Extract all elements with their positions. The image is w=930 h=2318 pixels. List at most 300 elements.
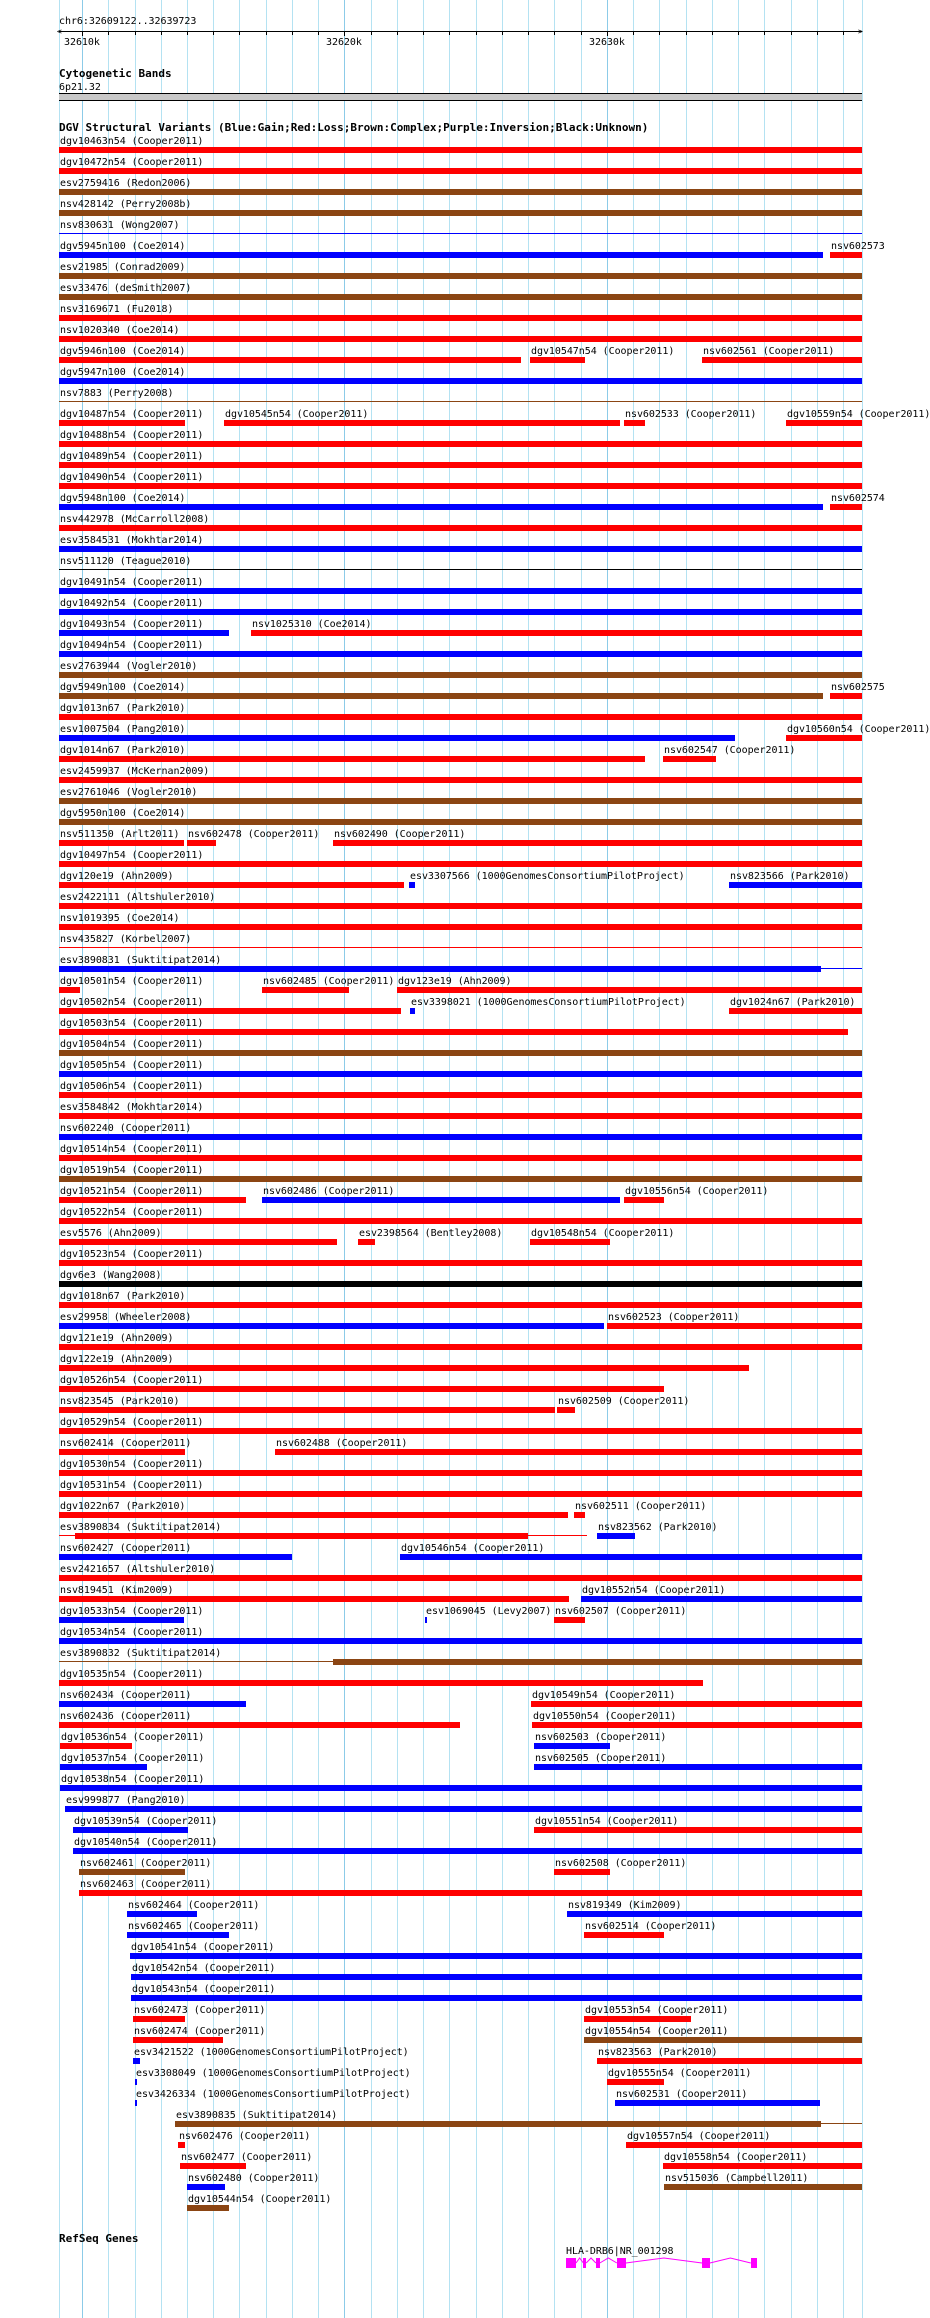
cytoband-track-title: Cytogenetic Bands [59,67,172,80]
variant-label: nsv602476 (Cooper2011) [179,2131,311,2142]
variant-feature[interactable] [729,1008,862,1014]
variant-label: dgv10504n54 (Cooper2011) [60,1039,204,1050]
variant-feature[interactable] [59,1155,862,1161]
variant-feature[interactable] [333,1659,862,1665]
intron [586,2258,596,2263]
ruler-tick [135,31,136,35]
variant-label: dgv10503n54 (Cooper2011) [60,1018,204,1029]
variant-feature[interactable] [59,630,229,636]
variant-feature[interactable] [131,1974,862,1980]
variant-feature[interactable] [59,1008,401,1014]
variant-label: dgv10534n54 (Cooper2011) [60,1627,204,1638]
variant-label: nsv602503 (Cooper2011) [535,1732,667,1743]
variant-label: esv3890835 (Suktitipat2014) [176,2110,338,2121]
variant-label: dgv10502n54 (Cooper2011) [60,997,204,1008]
variant-label: nsv602561 (Cooper2011) [703,346,835,357]
variant-feature[interactable] [59,882,404,888]
variant-feature[interactable] [79,1890,862,1896]
variant-label: esv2422111 (Altshuler2010) [60,892,216,903]
variant-feature[interactable] [224,420,620,426]
variant-feature[interactable] [127,1911,197,1917]
variant-feature[interactable] [59,210,862,216]
variant-label: dgv10497n54 (Cooper2011) [60,850,204,861]
variant-feature[interactable] [59,840,184,846]
variant-feature[interactable] [397,987,862,993]
variant-feature[interactable] [133,2058,140,2064]
variant-label: nsv602474 (Cooper2011) [134,2026,266,2037]
variant-feature[interactable] [59,1239,337,1245]
exon[interactable] [617,2258,626,2268]
variant-feature[interactable] [531,1701,862,1707]
variant-feature[interactable] [574,1512,585,1518]
variant-label: dgv10494n54 (Cooper2011) [60,640,204,651]
variant-feature[interactable] [60,1743,132,1749]
variant-label: dgv10540n54 (Cooper2011) [74,1837,218,1848]
variant-feature[interactable] [425,1617,427,1623]
variant-feature[interactable] [59,273,862,279]
variant-label: esv3426334 (1000GenomesConsortiumPilotProject) [136,2089,411,2100]
variant-feature[interactable] [554,1869,610,1875]
ruler-tick [554,31,555,35]
variant-label: dgv5947n100 (Coe2014) [60,367,186,378]
cytoband-6p21-32[interactable] [59,93,862,101]
variant-label: dgv121e19 (Ahn2009) [60,1333,174,1344]
variant-label: dgv10556n54 (Cooper2011) [625,1186,769,1197]
variant-label: dgv10493n54 (Cooper2011) [60,619,204,630]
variant-label: dgv10539n54 (Cooper2011) [74,1816,218,1827]
variant-feature[interactable] [530,1239,610,1245]
variant-label: dgv1018n67 (Park2010) [60,1291,186,1302]
variant-feature[interactable] [59,651,862,657]
variant-label: dgv122e19 (Ahn2009) [60,1354,174,1365]
intron [626,2258,702,2263]
variant-feature[interactable] [187,840,216,846]
scroll-right-arrow-icon[interactable]: > [858,27,863,36]
variant-feature[interactable] [59,1092,862,1098]
variant-feature[interactable] [663,2163,862,2169]
variant-label: dgv5949n100 (Coe2014) [60,682,186,693]
exon[interactable] [583,2258,586,2268]
variant-feature[interactable] [59,903,862,909]
variant-feature[interactable] [702,357,862,363]
variant-feature[interactable] [59,588,862,594]
variant-feature[interactable] [59,1554,292,1560]
variant-feature[interactable] [59,1176,862,1182]
variant-label: dgv10514n54 (Cooper2011) [60,1144,204,1155]
variant-feature[interactable] [59,1302,862,1308]
variant-feature[interactable] [59,1491,862,1497]
refseq-track-title: RefSeq Genes [59,2232,139,2245]
ruler-tick-label: 32630k [589,37,625,48]
variant-feature[interactable] [534,1827,862,1833]
variant-feature[interactable] [60,1785,862,1791]
variant-label: dgv10548n54 (Cooper2011) [531,1228,675,1239]
variant-label: nsv602427 (Cooper2011) [60,1543,192,1554]
variant-label: esv5576 (Ahn2009) [60,1228,162,1239]
variant-feature[interactable] [729,882,862,888]
variant-feature[interactable] [59,1617,184,1623]
ruler-tick [659,31,660,35]
variant-label: nsv602505 (Cooper2011) [535,1753,667,1764]
variant-feature[interactable] [554,1617,585,1623]
variant-label: nsv602514 (Cooper2011) [585,1921,717,1932]
variant-feature[interactable] [130,1953,862,1959]
variant-feature[interactable] [59,1680,703,1686]
variant-feature[interactable] [59,336,862,342]
variant-feature[interactable] [59,1323,604,1329]
variant-feature[interactable] [59,819,862,825]
variant-label: dgv10557n54 (Cooper2011) [627,2131,771,2142]
variant-label: dgv10552n54 (Cooper2011) [582,1585,726,1596]
variant-label: nsv602508 (Cooper2011) [555,1858,687,1869]
variant-label: nsv602507 (Cooper2011) [555,1606,687,1617]
variant-feature[interactable] [75,1533,528,1539]
variant-feature[interactable] [59,1386,664,1392]
variant-feature[interactable] [59,735,735,741]
ruler-tick [423,31,424,35]
variant-label: nsv823562 (Park2010) [598,1522,718,1533]
variant-feature[interactable] [830,504,862,510]
variant-feature[interactable] [409,882,415,888]
variant-feature[interactable] [59,1722,460,1728]
variant-label: dgv1013n67 (Park2010) [60,703,186,714]
variant-label: dgv10491n54 (Cooper2011) [60,577,204,588]
variant-feature[interactable] [59,462,862,468]
variant-feature[interactable] [59,777,862,783]
variant-label: dgv10523n54 (Cooper2011) [60,1249,204,1260]
variant-feature[interactable] [59,1638,862,1644]
intron [710,2258,751,2263]
variant-label: nsv602477 (Cooper2011) [181,2152,313,2163]
variant-label: nsv602485 (Cooper2011) [263,976,395,987]
variant-feature[interactable] [59,1218,862,1224]
variant-label: nsv819451 (Kim2009) [60,1585,174,1596]
variant-label: dgv10546n54 (Cooper2011) [401,1543,545,1554]
variant-label: dgv5945n100 (Coe2014) [60,241,186,252]
variant-feature[interactable] [830,693,862,699]
variant-feature[interactable] [59,609,862,615]
variant-label: nsv602490 (Cooper2011) [334,829,466,840]
variant-label: esv3307566 (1000GenomesConsortiumPilotProject) [410,871,685,882]
ruler-tick [476,31,477,35]
ruler-tick [738,31,739,35]
variant-label: dgv10543n54 (Cooper2011) [132,1984,276,1995]
variant-label: dgv5950n100 (Coe2014) [60,808,186,819]
variant-label: esv3398021 (1000GenomesConsortiumPilotProject) [411,997,686,1008]
variant-feature[interactable] [59,252,823,258]
variant-label: dgv10558n54 (Cooper2011) [664,2152,808,2163]
variant-label: dgv10505n54 (Cooper2011) [60,1060,204,1071]
variant-label: esv2459937 (McKernan2009) [60,766,210,777]
variant-feature[interactable] [178,2142,185,2148]
variant-label: esv3890831 (Suktitipat2014) [60,955,222,966]
ruler-tick [633,31,634,35]
variant-feature[interactable] [59,1512,568,1518]
variant-label: dgv120e19 (Ahn2009) [60,871,174,882]
variant-label: nsv428142 (Perry2008b) [60,199,192,210]
ruler-tick [817,31,818,35]
variant-feature[interactable] [333,840,862,846]
variant-label: dgv10541n54 (Cooper2011) [131,1942,275,1953]
variant-label: dgv10554n54 (Cooper2011) [585,2026,729,2037]
variant-feature[interactable] [135,2100,137,2106]
variant-label: esv3890832 (Suktitipat2014) [60,1648,222,1659]
variant-label: dgv10530n54 (Cooper2011) [60,1459,204,1470]
variant-feature[interactable] [597,1533,635,1539]
variant-label: dgv10490n54 (Cooper2011) [60,472,204,483]
variant-label: dgv6e3 (Wang2008) [60,1270,162,1281]
variant-feature[interactable] [584,2016,691,2022]
variant-feature[interactable] [180,2163,246,2169]
variant-feature[interactable] [59,924,862,930]
ruler-tick [502,31,503,35]
variant-label: esv3421522 (1000GenomesConsortiumPilotProject) [134,2047,409,2058]
ruler-tick [607,31,608,36]
variant-feature[interactable] [59,1365,749,1371]
variant-label: dgv10487n54 (Cooper2011) [60,409,204,420]
variant-feature[interactable] [584,2037,862,2043]
variant-feature[interactable] [557,1407,575,1413]
variant-feature[interactable] [135,2079,137,2085]
variant-feature[interactable] [400,1554,862,1560]
variant-label: dgv10538n54 (Cooper2011) [61,1774,205,1785]
variant-feature[interactable] [59,483,862,489]
variant-feature[interactable] [59,1449,185,1455]
variant-label: dgv10555n54 (Cooper2011) [608,2068,752,2079]
variant-label: nsv823563 (Park2010) [598,2047,718,2058]
variant-label: dgv1022n67 (Park2010) [60,1501,186,1512]
variant-feature[interactable] [607,1323,862,1329]
variant-feature[interactable] [251,630,862,636]
variant-feature[interactable] [127,1932,229,1938]
variant-feature[interactable] [59,714,862,720]
variant-label: nsv602574 [831,493,885,504]
variant-label: nsv602509 (Cooper2011) [558,1396,690,1407]
variant-label: dgv10488n54 (Cooper2011) [60,430,204,441]
ruler-tick [187,31,188,35]
variant-label: nsv435827 (Korbel2007) [60,934,192,945]
variant-label: esv33476 (deSmith2007) [60,283,192,294]
variant-label: nsv602480 (Cooper2011) [188,2173,320,2184]
variant-label: dgv10559n54 (Cooper2011) [787,409,930,420]
variant-feature[interactable] [59,525,862,531]
variant-label: esv3890834 (Suktitipat2014) [60,1522,222,1533]
variant-label: nsv602523 (Cooper2011) [608,1312,740,1323]
variant-feature[interactable] [59,1470,862,1476]
variant-feature[interactable] [59,1197,246,1203]
variant-feature[interactable] [59,1701,246,1707]
variant-feature[interactable] [59,1428,862,1434]
variant-feature[interactable] [187,2205,229,2211]
variant-feature[interactable] [59,147,862,153]
variant-label: dgv10521n54 (Cooper2011) [60,1186,204,1197]
variant-feature[interactable] [59,294,862,300]
variant-feature[interactable] [532,1722,862,1728]
variant-feature[interactable] [133,2016,185,2022]
variant-feature[interactable] [262,987,349,993]
variant-feature[interactable] [275,1449,862,1455]
variant-label: nsv511350 (Arlt2011) [60,829,180,840]
variant-feature[interactable] [59,504,823,510]
variant-feature[interactable] [530,357,585,363]
variant-feature[interactable] [581,1596,862,1602]
variant-feature[interactable] [534,1743,610,1749]
variant-feature[interactable] [786,735,862,741]
variant-feature[interactable] [175,2121,821,2127]
ruler-tick [292,31,293,35]
variant-label: dgv10463n54 (Cooper2011) [60,136,204,147]
variant-feature[interactable] [59,1260,862,1266]
variant-feature[interactable] [567,1911,862,1917]
variant-feature[interactable] [59,1050,862,1056]
variant-label: esv2761046 (Vogler2010) [60,787,198,798]
variant-feature[interactable] [79,1869,185,1875]
variant-label: nsv7883 (Perry2008) [60,388,174,399]
ruler-tick [528,31,529,35]
variant-feature[interactable] [59,1407,555,1413]
variant-label: dgv10529n54 (Cooper2011) [60,1417,204,1428]
variant-label: esv2421657 (Altshuler2010) [60,1564,216,1575]
variant-feature[interactable] [624,420,645,426]
variant-feature[interactable] [59,378,862,384]
variant-label: nsv602414 (Cooper2011) [60,1438,192,1449]
variant-feature[interactable] [131,1995,862,2001]
variant-label: dgv10522n54 (Cooper2011) [60,1207,204,1218]
variant-feature[interactable] [584,1932,664,1938]
variant-feature[interactable] [59,546,862,552]
variant-feature-line[interactable] [59,569,862,570]
ruler-tick [161,31,162,35]
exon[interactable] [566,2258,576,2268]
variant-feature[interactable] [358,1239,375,1245]
ruler-tick [843,31,844,35]
variant-feature[interactable] [133,2037,223,2043]
variant-label: nsv602464 (Cooper2011) [128,1900,260,1911]
variant-label: dgv10492n54 (Cooper2011) [60,598,204,609]
variant-label: nsv602573 [831,241,885,252]
ruler-tick [764,31,765,35]
variant-feature[interactable] [59,693,823,699]
variant-label: dgv10536n54 (Cooper2011) [61,1732,205,1743]
variant-feature[interactable] [59,1344,862,1350]
variant-label: esv2759416 (Redon2006) [60,178,192,189]
variant-feature[interactable] [59,1134,862,1140]
variant-label: nsv602486 (Cooper2011) [263,1186,395,1197]
variant-feature[interactable] [262,1197,620,1203]
dgv-track-title: DGV Structural Variants (Blue:Gain;Red:Loss;Brown:Complex;Purple:Inversion;Black:Unknown) [59,121,649,134]
variant-label: dgv5948n100 (Coe2014) [60,493,186,504]
variant-label: nsv823545 (Park2010) [60,1396,180,1407]
variant-label: nsv515036 (Campbell2011) [665,2173,809,2184]
variant-label: esv2763944 (Vogler2010) [60,661,198,672]
variant-feature[interactable] [59,1029,848,1035]
variant-feature[interactable] [59,1113,862,1119]
ruler-tick [108,31,109,35]
variant-feature-line[interactable] [59,233,862,234]
variant-label: nsv602488 (Cooper2011) [276,1438,408,1449]
variant-label: dgv10526n54 (Cooper2011) [60,1375,204,1386]
ruler-tick [266,31,267,35]
exon[interactable] [702,2258,710,2268]
variant-label: nsv1025310 (Coe2014) [252,619,372,630]
variant-feature[interactable] [73,1827,188,1833]
variant-feature[interactable] [59,1071,862,1077]
variant-feature[interactable] [626,2142,862,2148]
grid-line [862,0,863,2318]
variant-label: dgv5946n100 (Coe2014) [60,346,186,357]
exon[interactable] [751,2258,757,2268]
variant-feature[interactable] [59,1281,862,1287]
variant-label: nsv1020340 (Coe2014) [60,325,180,336]
ruler-tick [82,31,83,36]
variant-label: nsv602478 (Cooper2011) [188,829,320,840]
variant-feature[interactable] [59,1575,862,1581]
scroll-left-arrow-icon[interactable]: < [57,27,62,36]
variant-feature[interactable] [664,2184,862,2190]
variant-feature[interactable] [597,2058,862,2064]
variant-feature[interactable] [60,1764,147,1770]
ruler-tick [213,31,214,35]
variant-feature[interactable] [59,420,185,426]
variant-feature-line[interactable] [59,947,862,948]
variant-feature[interactable] [624,1197,664,1203]
variant-feature[interactable] [59,987,80,993]
variant-feature[interactable] [59,861,862,867]
cytoband-label: 6p21.32 [59,82,101,93]
variant-label: nsv1019395 (Coe2014) [60,913,180,924]
variant-label: nsv442978 (McCarroll2008) [60,514,210,525]
intron [600,2258,617,2263]
variant-feature[interactable] [830,252,862,258]
variant-feature[interactable] [786,420,862,426]
variant-feature[interactable] [615,2100,820,2106]
variant-feature[interactable] [187,2184,225,2190]
variant-feature[interactable] [59,672,862,678]
variant-label: dgv10489n54 (Cooper2011) [60,451,204,462]
variant-label: esv3584531 (Mokhtar2014) [60,535,204,546]
variant-label: esv999877 (Pang2010) [66,1795,186,1806]
variant-feature[interactable] [59,357,521,363]
ruler-tick-label: 32620k [326,37,362,48]
gene-label: HLA-DRB6|NR_001298 [566,2246,674,2257]
ruler-tick [449,31,450,35]
variant-label: nsv602473 (Cooper2011) [134,2005,266,2016]
variant-feature[interactable] [59,441,862,447]
variant-feature[interactable] [59,1596,569,1602]
variant-feature[interactable] [73,1848,862,1854]
variant-label: nsv819349 (Kim2009) [568,1900,682,1911]
exon[interactable] [596,2258,600,2268]
variant-feature[interactable] [59,315,862,321]
variant-feature[interactable] [59,168,862,174]
variant-feature[interactable] [65,1806,862,1812]
ruler-tick [239,31,240,35]
variant-feature[interactable] [607,2079,664,2085]
variant-feature[interactable] [59,756,645,762]
variant-feature[interactable] [663,756,716,762]
ruler-tick [397,31,398,35]
variant-feature[interactable] [534,1764,862,1770]
variant-label: esv21985 (Conrad2009) [60,262,186,273]
variant-feature[interactable] [59,798,862,804]
variant-label: dgv10531n54 (Cooper2011) [60,1480,204,1491]
variant-feature-line[interactable] [59,401,862,402]
variant-label: nsv602547 (Cooper2011) [664,745,796,756]
variant-feature[interactable] [410,1008,415,1014]
variant-label: dgv10549n54 (Cooper2011) [532,1690,676,1701]
variant-feature[interactable] [59,966,821,972]
variant-feature[interactable] [59,189,862,195]
